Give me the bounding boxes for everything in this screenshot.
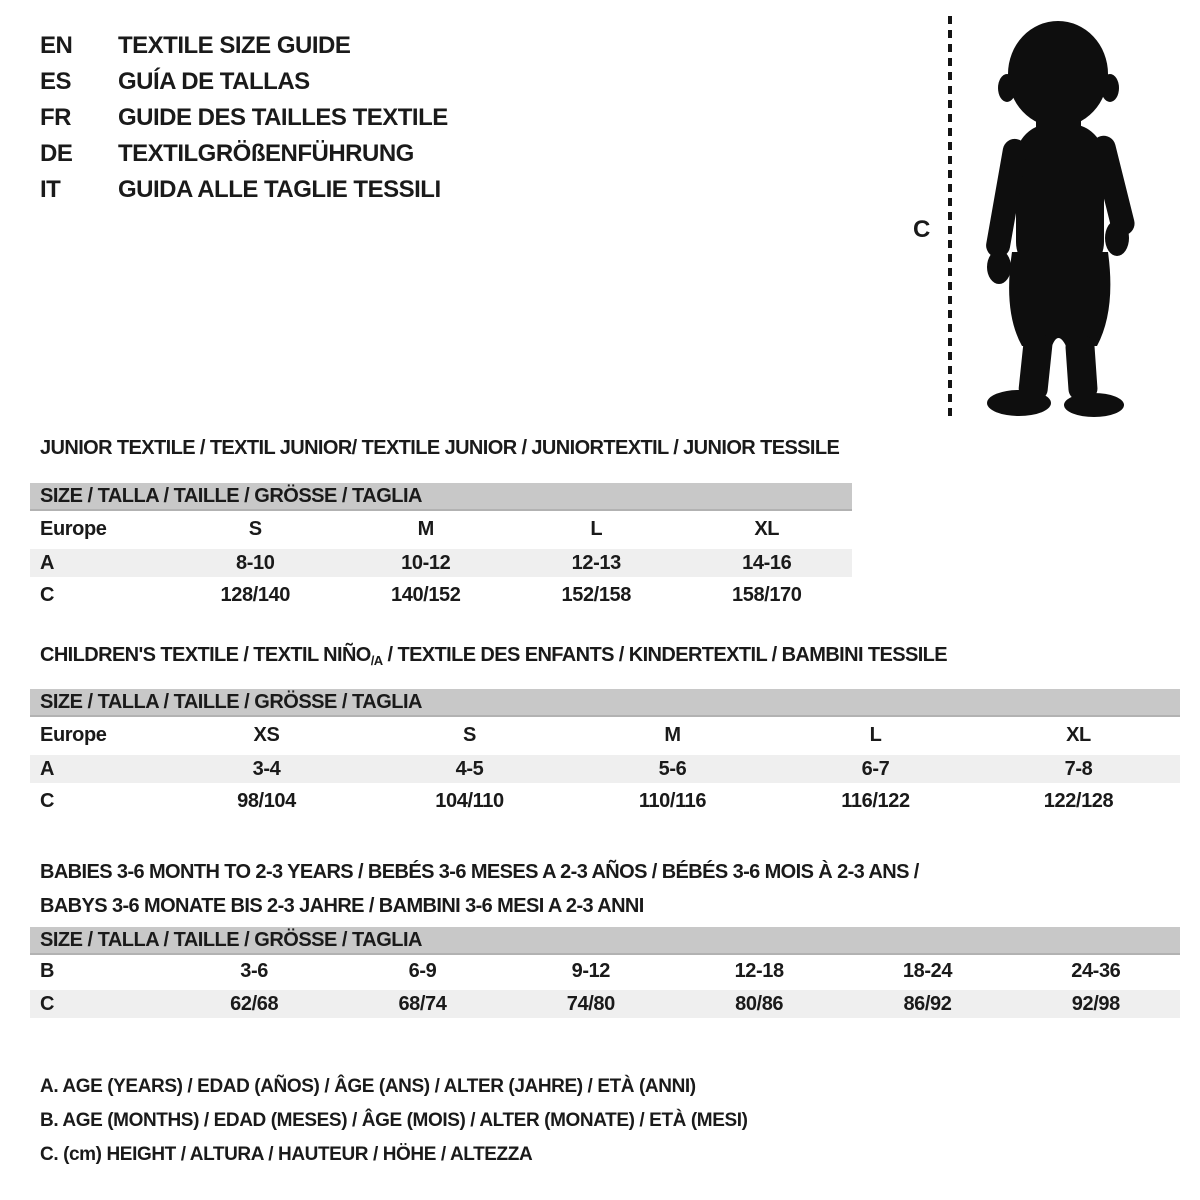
babies-title-line2: BABYS 3-6 MONATE BIS 2-3 JAHRE / BAMBINI 3-6 MESI A 2-3 ANNI: [40, 895, 644, 917]
cell-value: 5-6: [658, 757, 687, 780]
lang-row-en: [40, 28, 448, 64]
children-title-subscript: /A: [370, 653, 383, 668]
junior-section-title: JUNIOR TEXTILE / TEXTIL JUNIOR/ TEXTILE JUNIOR / JUNIORTEXTIL / JUNIOR TESSILE: [40, 437, 840, 459]
children-title-text: / TEXTILE DES ENFANTS / KINDERTEXTIL / BAMBINI TESSILE: [382, 644, 948, 666]
cell-value: 10-12: [401, 551, 451, 574]
column-header: S: [463, 723, 476, 746]
cell-value: 3-4: [252, 757, 281, 780]
cell-value: 18-24: [902, 960, 953, 982]
column-header: S: [248, 517, 262, 540]
column-header: XS: [253, 723, 280, 746]
cell-value: 116/122: [841, 790, 910, 812]
lang-title: GUÍA DE TALLAS: [118, 68, 310, 95]
cell-value: 6-7: [861, 757, 890, 780]
cell-value: 12-13: [571, 551, 621, 574]
cell-value: 6-9: [408, 960, 437, 982]
babies-section-title: [40, 855, 919, 923]
cell-value: 128/140: [220, 584, 290, 606]
junior-table: [30, 511, 852, 612]
children-columns-row: [30, 717, 1180, 754]
cell-value: 12-18: [734, 960, 784, 982]
cell-value: 3-6: [240, 960, 269, 982]
cell-value: 92/98: [1071, 992, 1120, 1015]
size-bar-label: SIZE / TALLA / TAILLE / GRÖSSE / TAGLIA: [30, 689, 1180, 717]
babies-row-height: [30, 989, 1180, 1019]
row-label: C: [40, 992, 55, 1015]
babies-table: [30, 955, 1180, 1020]
height-measure-label: C: [913, 216, 931, 243]
lang-title: TEXTILGRÖßENFÜHRUNG: [118, 140, 414, 167]
size-bar-label: SIZE / TALLA / TAILLE / GRÖSSE / TAGLIA: [30, 927, 1180, 955]
column-header: Europe: [40, 723, 107, 746]
junior-size-table: [30, 483, 852, 612]
legend-line-age-months: B. AGE (MONTHS) / EDAD (MESES) / ÂGE (MOIS) / ALTER (MONATE) / ETÀ (MESI): [40, 1110, 748, 1131]
cell-value: 110/116: [638, 790, 707, 812]
cell-value: 104/110: [435, 790, 504, 812]
cell-value: 86/92: [903, 992, 952, 1015]
cell-value: 140/152: [391, 584, 461, 606]
language-title-list: [40, 28, 448, 208]
row-label: A: [40, 551, 55, 574]
cell-value: 7-8: [1064, 757, 1093, 780]
cell-value: 152/158: [561, 584, 631, 606]
cell-value: 9-12: [571, 960, 611, 982]
cell-value: 74/80: [566, 992, 615, 1015]
legend-line-height-cm: C. (cm) HEIGHT / ALTURA / HAUTEUR / HÖHE / ALTEZZA: [40, 1144, 533, 1165]
column-header: XL: [754, 517, 780, 540]
babies-size-table: [30, 927, 1180, 1020]
cell-value: 122/128: [1043, 790, 1114, 812]
toddler-silhouette-icon: [966, 14, 1146, 418]
children-table: [30, 717, 1180, 818]
cell-value: 62/68: [230, 992, 279, 1015]
cell-value: 24-36: [1071, 960, 1121, 982]
cell-value: 98/104: [237, 790, 296, 812]
cell-value: 14-16: [742, 551, 792, 574]
lang-code: EN: [40, 32, 73, 59]
lang-title: GUIDA ALLE TAGLIE TESSILI: [118, 176, 441, 203]
junior-row-height: [30, 578, 852, 612]
row-label: C: [40, 584, 55, 606]
cell-value: 4-5: [455, 757, 484, 780]
lang-code: DE: [40, 140, 73, 167]
column-header: M: [417, 517, 434, 540]
children-size-table: [30, 689, 1180, 818]
babies-title-line1: BABIES 3-6 MONTH TO 2-3 YEARS / BEBÉS 3-6 MESES A 2-3 AÑOS / BÉBÉS 3-6 MOIS À 2-3 ANS /: [40, 861, 919, 883]
legend: [40, 1070, 748, 1172]
lang-row-es: [40, 64, 448, 100]
cell-value: 8-10: [236, 551, 275, 574]
size-bar-label: SIZE / TALLA / TAILLE / GRÖSSE / TAGLIA: [30, 483, 852, 511]
children-section-title: [40, 644, 947, 668]
children-row-age: [30, 754, 1180, 784]
legend-line-age-years: A. AGE (YEARS) / EDAD (AÑOS) / ÂGE (ANS) / ALTER (JAHRE) / ETÀ (ANNI): [40, 1076, 696, 1097]
junior-row-age: [30, 548, 852, 578]
junior-columns-row: [30, 511, 852, 548]
lang-row-fr: [40, 100, 448, 136]
lang-code: ES: [40, 68, 72, 95]
cell-value: 80/86: [735, 992, 784, 1015]
babies-row-months: [30, 955, 1180, 989]
row-label: C: [40, 790, 55, 812]
lang-code: IT: [40, 176, 61, 203]
height-dashed-line: [948, 16, 952, 416]
children-row-height: [30, 784, 1180, 818]
column-header: XL: [1066, 723, 1091, 746]
lang-title: TEXTILE SIZE GUIDE: [118, 32, 351, 59]
column-header: L: [869, 723, 882, 746]
column-header: Europe: [40, 517, 107, 540]
lang-row-de: [40, 136, 448, 172]
row-label: B: [40, 960, 55, 982]
children-title-text: CHILDREN'S TEXTILE / TEXTIL NIÑO: [40, 644, 371, 666]
column-header: L: [590, 517, 603, 540]
lang-title: GUIDE DES TAILLES TEXTILE: [118, 104, 448, 131]
cell-value: 68/74: [398, 992, 447, 1015]
lang-code: FR: [40, 104, 71, 131]
lang-row-it: [40, 172, 448, 208]
cell-value: 158/170: [732, 584, 802, 606]
row-label: A: [40, 757, 55, 780]
column-header: M: [664, 723, 681, 746]
